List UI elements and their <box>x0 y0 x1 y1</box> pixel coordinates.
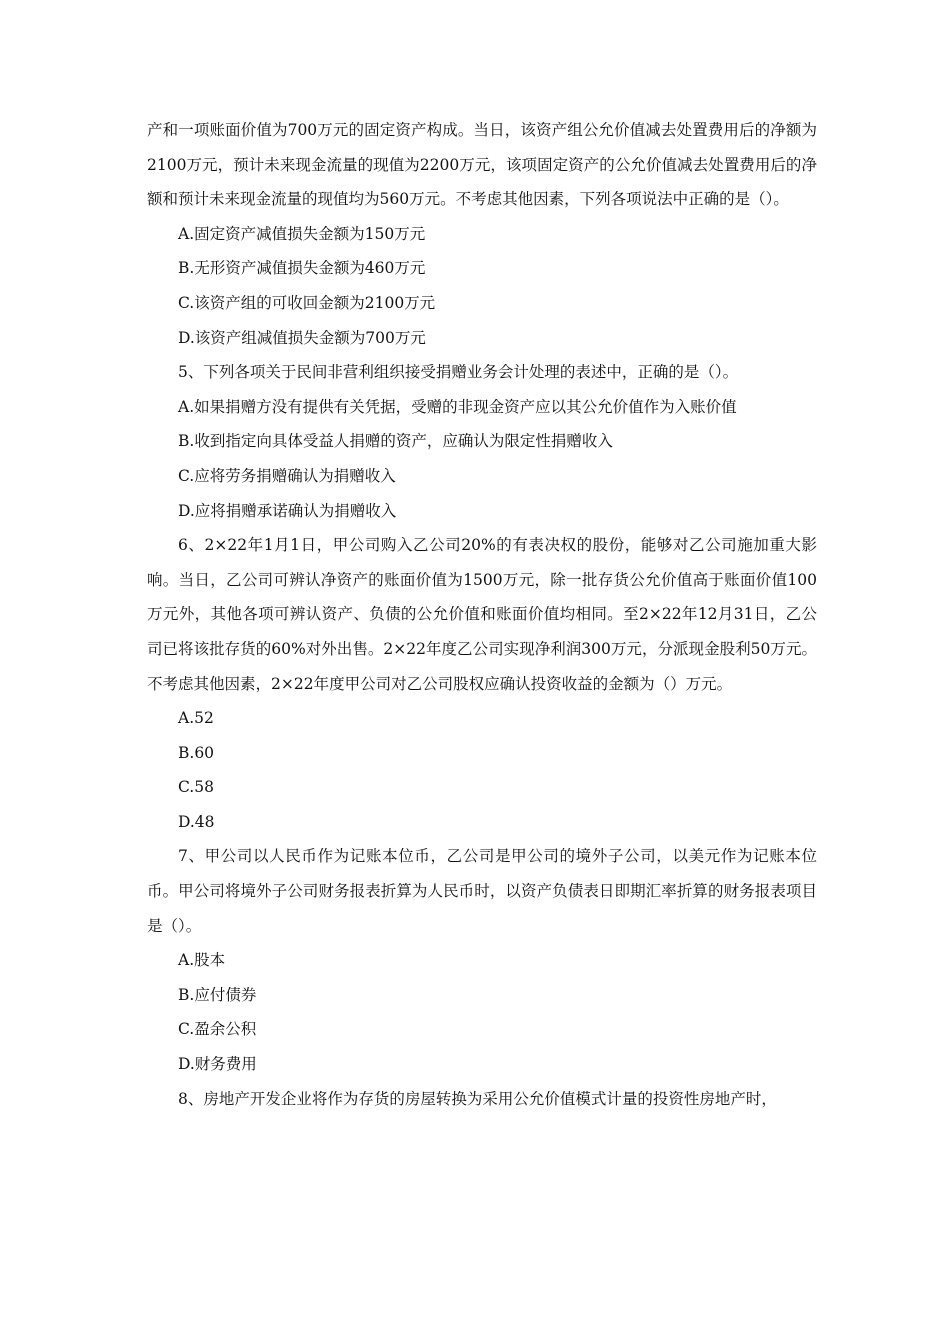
question-5-text: 5、下列各项关于民间非营利组织接受捐赠业务会计处理的表述中，正确的是（）。 <box>178 363 739 382</box>
question-5-option-c: C.应将劳务捐赠确认为捐赠收入 <box>178 466 396 485</box>
question-7-option-d: D.财务费用 <box>178 1055 257 1074</box>
question-7-option-c: C.盈余公积 <box>178 1020 257 1039</box>
question-4-option-b: B.无形资产减值损失金额为460万元 <box>178 259 426 278</box>
question-6-option-d: D.48 <box>178 812 215 831</box>
question-8-text: 8、房地产开发企业将作为存货的房屋转换为采用公允价值模式计量的投资性房地产时， <box>178 1089 777 1108</box>
question-7-text: 7、甲公司以人民币作为记账本位币，乙公司是甲公司的境外子公司，以美元作为记账本位币。甲公司将境外子公司财务报表折算为人民币时，以资产负债表日即期汇率折算的财务报表项目是（）。 <box>147 847 817 935</box>
question-7-option-b: B.应付债券 <box>178 985 257 1004</box>
question-6-option-b: B.60 <box>178 743 215 762</box>
question-4-option-d: D.该资产组减值损失金额为700万元 <box>178 328 426 347</box>
question-6-text: 6、2×22年1月1日，甲公司购入乙公司20%的有表决权的股份，能够对乙公司施加重大影响。当日，乙公司可辨认净资产的账面价值为1500万元，除一批存货公允价值高于账面价值100万元外，其他各项可辨认资产、负债的公允价值和账面价值均相同。至2×22年12月31日，乙公司已将该批存货的60%对外出售。2×22年度乙公司实现净利润300万元，分派现金股利50万元。不考虑其他因素，2×22年度甲公司对乙公司股权应确认投资收益的金额为（）万元。 <box>147 536 817 693</box>
question-5-option-a: A.如果捐赠方没有提供有关凭据，受赠的非现金资产应以其公允价值作为入账价值 <box>178 397 737 416</box>
question-4-option-c: C.该资产组的可收回金额为2100万元 <box>178 293 436 312</box>
question-6-option-c: C.58 <box>178 778 214 797</box>
document-body <box>147 113 817 1116</box>
question-6-option-a: A.52 <box>178 709 214 728</box>
question-7-option-a: A.股本 <box>178 951 226 970</box>
question-4-continued-text: 产和一项账面价值为700万元的固定资产构成。当日，该资产组公允价值减去处置费用后的净额为2100万元，预计未来现金流量的现值为2200万元，该项固定资产的公允价值减去处置费用后的净额和预计未来现金流量的现值均为560万元。不考虑其他因素，下列各项说法中正确的是（）。 <box>147 121 817 209</box>
question-5-option-b: B.收到指定向具体受益人捐赠的资产，应确认为限定性捐赠收入 <box>178 432 613 451</box>
question-5-option-d: D.应将捐赠承诺确认为捐赠收入 <box>178 501 397 520</box>
question-4-option-a: A.固定资产减值损失金额为150万元 <box>178 224 426 243</box>
